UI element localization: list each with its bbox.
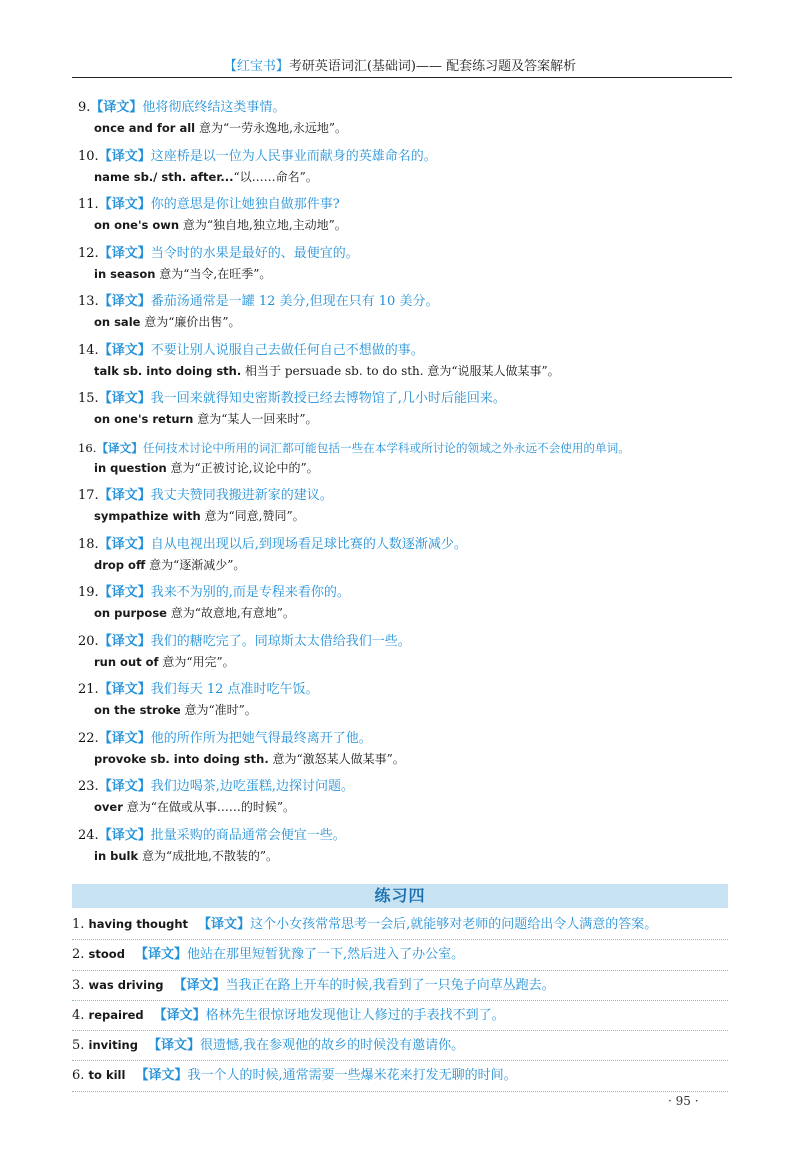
entry-translation: 自从电视出现以后,到现场看足球比赛的人数逐渐减少。 <box>150 536 467 552</box>
entry-translation: 当令时的水果是最好的、最便宜的。 <box>150 245 359 261</box>
entry-number: 17. <box>78 488 99 503</box>
entry-phrase: on purpose <box>94 606 167 620</box>
translation-tag: 【译文】 <box>98 633 151 649</box>
answer-translation: 很遗憾,我在参观他的故乡的时候没有邀请你。 <box>200 1038 465 1054</box>
translation-entries <box>78 98 738 874</box>
entry-number: 18. <box>78 536 99 552</box>
entry-translation: 他将彻底终结这类事情。 <box>142 100 286 115</box>
translation-tag: 【译文】 <box>98 536 151 552</box>
entry-translation: 番茄汤通常是一罐 12 美分,但现在只有 10 美分。 <box>150 294 439 309</box>
entry-item <box>78 292 738 341</box>
entry-translation: 我们的糖吃完了。同琼斯太太借给我们一些。 <box>150 633 411 649</box>
answer-translation: 当我正在路上开车的时候,我看到了一只兔子向草丛跑去。 <box>225 977 555 993</box>
entry-item <box>78 244 738 293</box>
entry-number: 23. <box>78 779 99 794</box>
answer-word: inviting <box>88 1038 138 1053</box>
entry-translation: 我丈夫赞同我搬进新家的建议。 <box>150 488 333 503</box>
translation-tag: 【译文】 <box>90 100 143 115</box>
entry-item <box>78 680 738 729</box>
translation-tag: 【译文】 <box>98 294 151 309</box>
translation-tag: 【译文】 <box>98 682 151 697</box>
entry-number: 13. <box>78 294 99 309</box>
answer-translation: 他站在那里短暂犹豫了一下,然后进入了办公室。 <box>186 947 465 963</box>
answer-word: stood <box>88 947 125 962</box>
translation-tag: 【译文】 <box>135 1068 188 1084</box>
entry-item <box>78 583 738 632</box>
translation-tag: 【译文】 <box>98 730 151 746</box>
entry-item <box>78 535 738 584</box>
translation-tag: 【译文】 <box>198 917 251 932</box>
translation-tag: 【译文】 <box>134 947 187 963</box>
entry-explanation: 意为“一劳永逸地,永远地”。 <box>195 121 348 135</box>
entry-explanation: 意为“激怒某人做某事”。 <box>268 751 405 766</box>
entry-phrase: once and for all <box>94 121 196 135</box>
entry-phrase: on sale <box>94 315 141 329</box>
answer-number: 3. <box>72 977 85 993</box>
header-book-name: 【红宝书】 <box>223 59 289 74</box>
answer-item <box>72 1001 728 1031</box>
entry-item <box>78 341 738 390</box>
exercise-answer-list <box>72 910 728 1092</box>
entry-item <box>78 147 738 196</box>
answer-translation: 格林先生很惊讶地发现他让人修过的手表找不到了。 <box>205 1007 505 1023</box>
entry-explanation: 意为“某人一回来时”。 <box>193 412 318 426</box>
answer-word: having thought <box>88 917 189 931</box>
entry-number: 19. <box>78 585 99 600</box>
entry-phrase: name sb./ sth. after... <box>94 169 234 184</box>
entry-translation: 这座桥是以一位为人民事业而献身的英雄命名的。 <box>150 148 437 164</box>
entry-phrase: run out of <box>94 654 159 669</box>
translation-tag: 【译文】 <box>98 197 151 212</box>
entry-explanation: 意为“同意,赞同”。 <box>200 509 305 523</box>
answer-item <box>72 971 728 1001</box>
entry-phrase: on one's own <box>94 218 180 232</box>
entry-translation: 你的意思是你让她独自做那件事? <box>150 197 340 212</box>
entry-phrase: on one's return <box>94 412 194 426</box>
translation-tag: 【译文】 <box>153 1007 206 1023</box>
entry-phrase: in question <box>94 460 167 475</box>
entry-explanation: 相当于 persuade sb. to do sth. 意为“说服某人做某事”。 <box>241 363 560 378</box>
entry-explanation: 意为“故意地,有意地”。 <box>166 606 295 620</box>
answer-number: 5. <box>72 1038 85 1054</box>
entry-explanation: 意为“成批地,不散装的”。 <box>138 848 279 863</box>
entry-translation: 不要让别人说服自己去做任何自己不想做的事。 <box>150 342 424 358</box>
entry-phrase: drop off <box>94 557 146 572</box>
section-title: 练习四 <box>72 884 728 908</box>
entry-phrase: in bulk <box>94 848 139 863</box>
entry-phrase: over <box>94 800 123 814</box>
translation-tag: 【译文】 <box>98 245 151 261</box>
entry-item <box>78 632 738 681</box>
entry-translation: 他的所作所为把她气得最终离开了他。 <box>150 730 372 746</box>
entry-number: 10. <box>78 148 99 164</box>
answer-translation: 这个小女孩常常思考一会后,就能够对老师的问题给出令人满意的答案。 <box>250 917 658 932</box>
entry-explanation: 意为“当令,在旺季”。 <box>155 266 272 281</box>
answer-word: repaired <box>88 1007 144 1022</box>
entry-phrase: talk sb. into doing sth. <box>94 363 242 378</box>
translation-tag: 【译文】 <box>96 440 143 455</box>
entry-phrase: provoke sb. into doing sth. <box>94 751 269 766</box>
translation-tag: 【译文】 <box>98 779 151 794</box>
entry-translation: 我们边喝茶,边吃蛋糕,边探讨问题。 <box>150 779 354 794</box>
answer-item <box>72 1031 728 1061</box>
answer-number: 4. <box>72 1007 85 1023</box>
entry-translation: 我一回来就得知史密斯教授已经去博物馆了,几小时后能回来。 <box>150 391 506 406</box>
entry-number: 20. <box>78 633 99 649</box>
answer-word: was driving <box>88 977 164 992</box>
answer-item <box>72 1061 728 1091</box>
answer-item <box>72 940 728 970</box>
entry-number: 22. <box>78 730 99 746</box>
entry-translation: 我们每天 12 点准时吃午饭。 <box>150 682 319 697</box>
entry-number: 14. <box>78 342 99 358</box>
entry-number: 16. <box>78 440 97 455</box>
translation-tag: 【译文】 <box>98 827 151 843</box>
entry-explanation: 意为“准时”。 <box>180 703 257 717</box>
page-number: · 95 · <box>668 1094 699 1108</box>
entry-explanation: 意为“正被讨论,议论中的”。 <box>166 460 319 475</box>
entry-explanation: 意为“逐渐减少”。 <box>145 557 246 572</box>
entry-item <box>78 438 738 487</box>
entry-explanation: “以……命名”。 <box>233 169 318 184</box>
translation-tag: 【译文】 <box>98 342 151 358</box>
translation-tag: 【译文】 <box>98 585 151 600</box>
answer-item <box>72 910 728 940</box>
answer-word: to kill <box>88 1068 126 1083</box>
entry-translation: 我来不为别的,而是专程来看你的。 <box>150 585 350 600</box>
answer-number: 2. <box>72 947 85 963</box>
translation-tag: 【译文】 <box>98 488 151 503</box>
entry-translation: 任何技术讨论中所用的词汇都可能包括一些在本学科或所讨论的领域之外永远不会使用的单词。 <box>142 440 630 455</box>
entry-number: 15. <box>78 391 99 406</box>
entry-item <box>78 486 738 535</box>
header-title: 考研英语词汇(基础词)—— 配套练习题及答案解析 <box>288 59 577 74</box>
entry-explanation: 意为“廉价出售”。 <box>140 315 241 329</box>
answer-number: 6. <box>72 1068 85 1084</box>
entry-item <box>78 729 738 778</box>
entry-number: 11. <box>78 197 99 212</box>
entry-phrase: in season <box>94 266 156 281</box>
entry-item <box>78 826 738 875</box>
translation-tag: 【译文】 <box>173 977 226 993</box>
entry-item <box>78 777 738 826</box>
header-rule <box>72 77 732 78</box>
entry-item <box>78 195 738 244</box>
entry-phrase: sympathize with <box>94 509 201 523</box>
entry-number: 24. <box>78 827 99 843</box>
entry-item <box>78 389 738 438</box>
answer-number: 1. <box>72 917 85 932</box>
entry-explanation: 意为“在做或从事……的时候”。 <box>122 800 295 814</box>
entry-explanation: 意为“用完”。 <box>158 654 235 669</box>
entry-phrase: on the stroke <box>94 703 181 717</box>
entry-number: 9. <box>78 100 91 115</box>
translation-tag: 【译文】 <box>98 391 151 406</box>
answer-translation: 我一个人的时候,通常需要一些爆米花来打发无聊的时间。 <box>187 1068 517 1084</box>
entry-explanation: 意为“独自地,独立地,主动地”。 <box>179 218 347 232</box>
entry-number: 12. <box>78 245 99 261</box>
running-header <box>0 55 800 74</box>
translation-tag: 【译文】 <box>147 1038 200 1054</box>
translation-tag: 【译文】 <box>98 148 151 164</box>
entry-number: 21. <box>78 682 99 697</box>
entry-translation: 批量采购的商品通常会便宜一些。 <box>150 827 346 843</box>
entry-item <box>78 98 738 147</box>
